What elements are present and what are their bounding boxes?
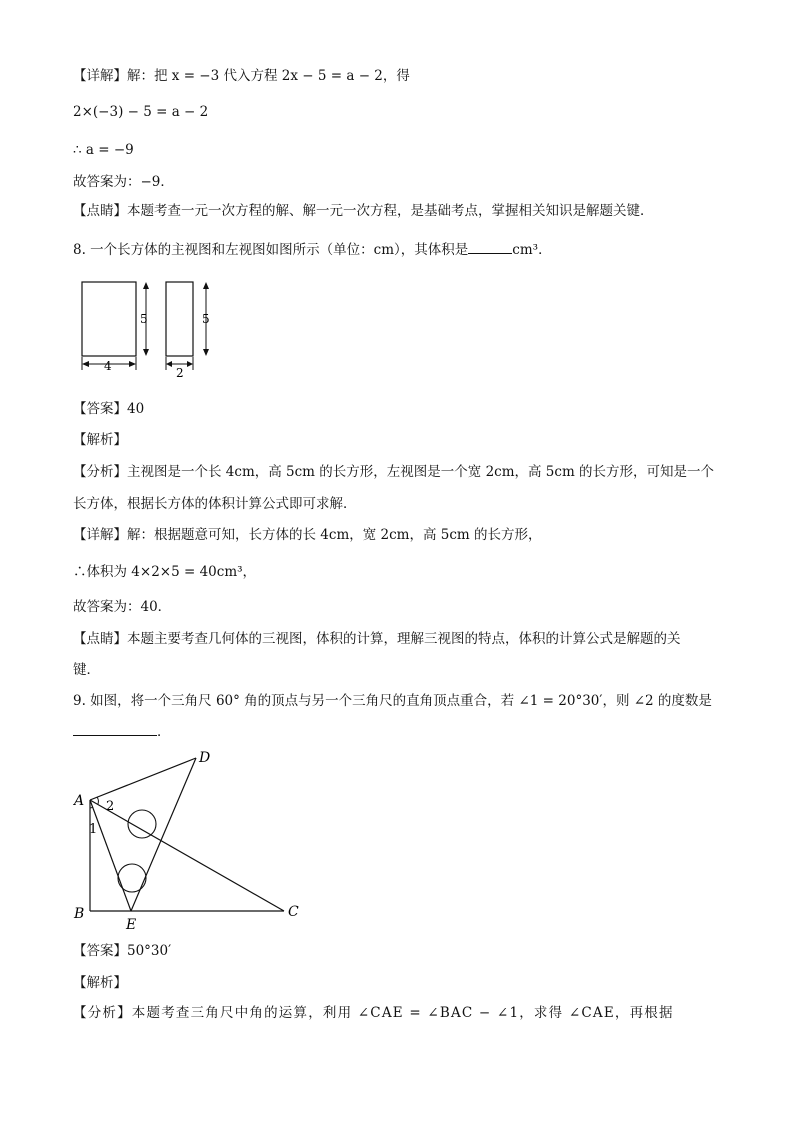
front-view-rect bbox=[82, 282, 136, 356]
front-width-label: 4 bbox=[104, 359, 112, 373]
comment-line-8b: 键． bbox=[73, 662, 100, 678]
segment-AE bbox=[90, 800, 131, 911]
vertex-label-E: E bbox=[126, 917, 137, 933]
analysis-heading: 【解析】 bbox=[73, 432, 127, 448]
solution-line-1: 【详解】解：把 x = −3 代入方程 2x − 5 = a − 2，得 bbox=[73, 68, 410, 84]
question-9-blank-line bbox=[73, 722, 171, 742]
question-8-unit: cm³． bbox=[512, 242, 552, 258]
vertex-label-A: A bbox=[74, 793, 85, 809]
figure-8 bbox=[76, 278, 226, 378]
analysis-9: 【分析】本题考查三角尺中角的运算，利用 ∠CAE = ∠BAC − ∠1，求得 ∠CAE，再根据 bbox=[73, 1005, 674, 1021]
angle-label-2: 2 bbox=[106, 799, 115, 814]
segment-AD bbox=[90, 758, 196, 800]
answer-8: 【答案】40 bbox=[73, 401, 145, 417]
answer-9: 【答案】50°30′ bbox=[73, 943, 172, 959]
answer-line: 故答案为：−9． bbox=[73, 174, 174, 190]
detail-line: 【详解】解：根据题意可知，长方体的长 4cm，宽 2cm，高 5cm 的长方形， bbox=[73, 527, 542, 543]
equation-line: 2×(−3) − 5 = a − 2 bbox=[73, 104, 209, 120]
answer-blank bbox=[468, 253, 512, 254]
figure-9 bbox=[70, 748, 315, 933]
result-line: ∴ a = −9 bbox=[73, 142, 134, 158]
analysis-line-1: 【分析】主视图是一个长 4cm，高 5cm 的长方形，左视图是一个宽 2cm，高 5cm 的长方形，可知是一个 bbox=[73, 464, 715, 480]
vertex-label-B: B bbox=[74, 906, 85, 922]
question-9-period: ． bbox=[157, 724, 171, 740]
segment-DE bbox=[131, 758, 196, 911]
vertex-label-C: C bbox=[288, 904, 299, 920]
question-8 bbox=[73, 240, 552, 260]
answer-blank bbox=[73, 735, 157, 736]
front-height-label: 5 bbox=[140, 312, 148, 326]
vertex-label-D: D bbox=[199, 750, 211, 766]
comment-line: 【点睛】本题考查一元一次方程的解、解一元一次方程，是基础考点，掌握相关知识是解题关键． bbox=[73, 203, 654, 219]
answer-line-8: 故答案为：40． bbox=[73, 599, 172, 615]
side-height-label: 5 bbox=[202, 312, 210, 326]
analysis-line-2: 长方体，根据长方体的体积计算公式即可求解． bbox=[73, 496, 357, 512]
question-9: 9. 如图，将一个三角尺 60° 角的顶点与另一个三角尺的直角顶点重合，若 ∠1 = 20°30′，则 ∠2 的度数是 bbox=[73, 693, 712, 709]
analysis-heading-9: 【解析】 bbox=[73, 975, 127, 991]
volume-line: ∴体积为 4×2×5 = 40cm³， bbox=[73, 564, 257, 580]
side-width-label: 2 bbox=[176, 366, 184, 378]
side-view-rect bbox=[166, 282, 193, 356]
angle-label-1: 1 bbox=[89, 822, 98, 837]
question-8-text: 8. 一个长方体的主视图和左视图如图所示（单位：cm），其体积是 bbox=[73, 242, 469, 258]
segment-AC bbox=[90, 800, 284, 911]
comment-line-8a: 【点睛】本题主要考查几何体的三视图，体积的计算，理解三视图的特点，体积的计算公式是解题的关 bbox=[73, 631, 681, 647]
triangle-hole-lower bbox=[118, 864, 146, 892]
angle-2-arc bbox=[97, 797, 98, 804]
